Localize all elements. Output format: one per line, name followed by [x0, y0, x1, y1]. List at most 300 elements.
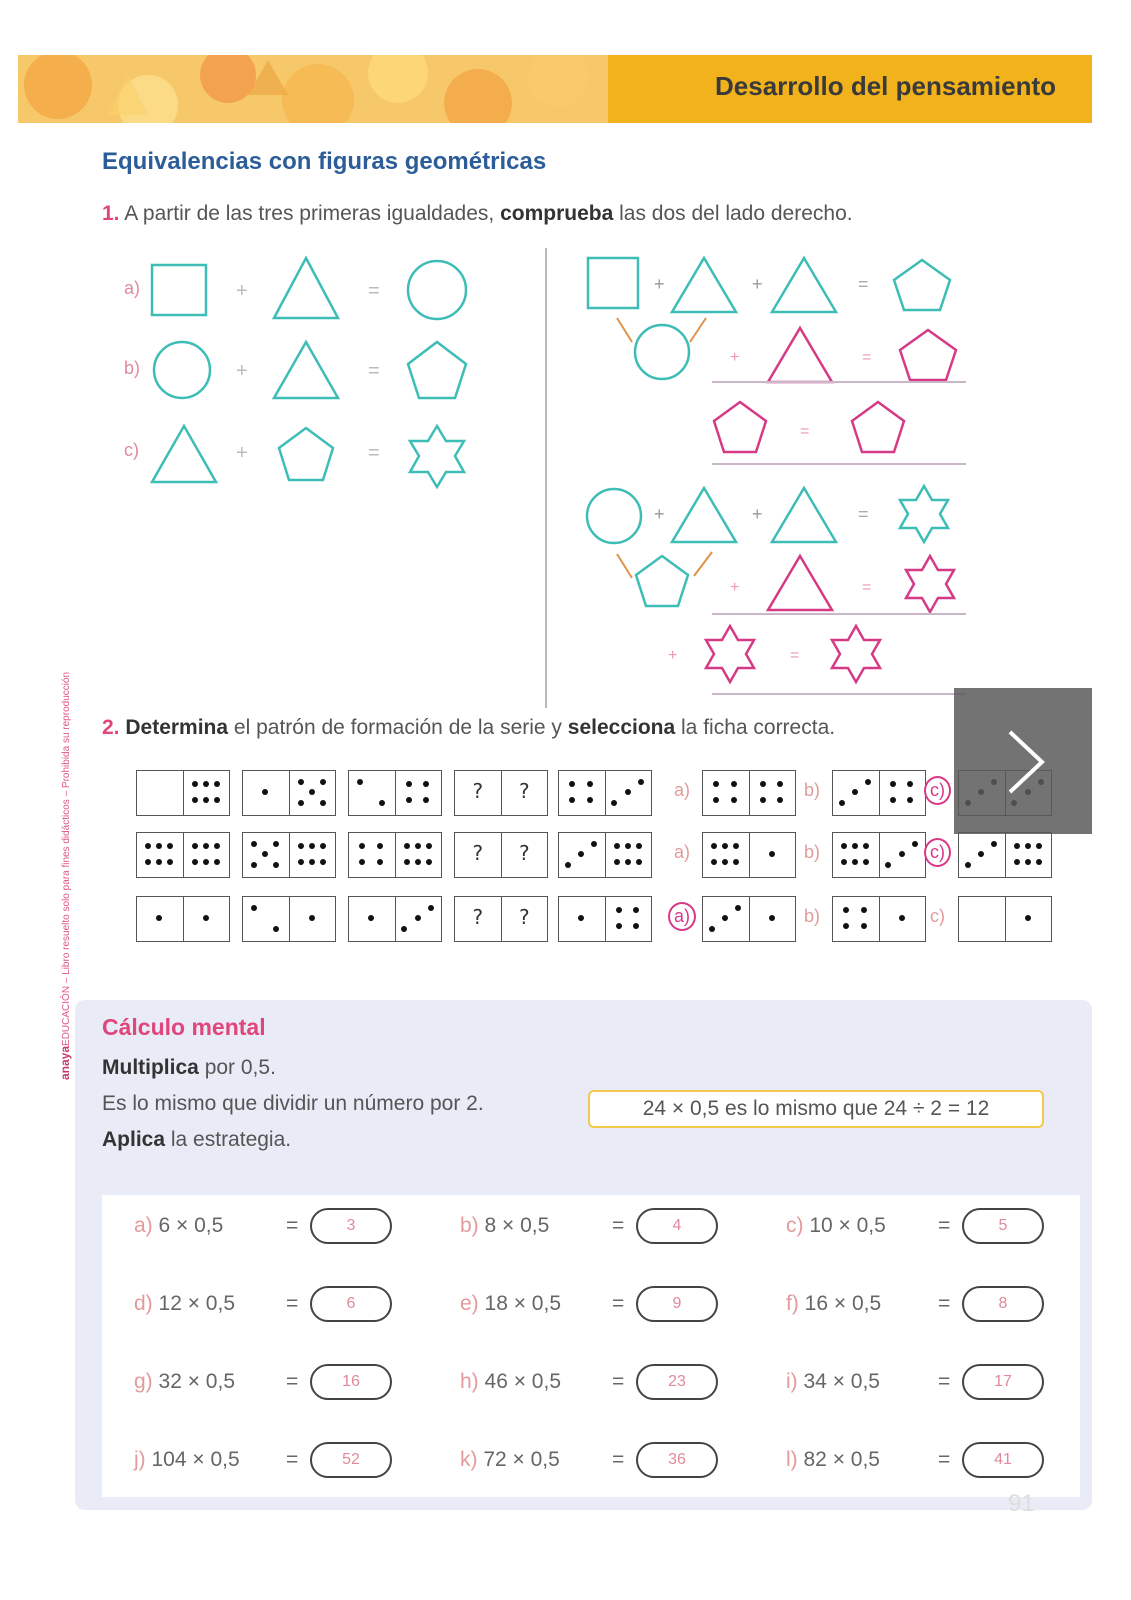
domino-half	[349, 771, 395, 815]
domino-tile	[348, 896, 442, 942]
mental-keyword: Multiplica	[102, 1056, 199, 1079]
exercise-expr-text: 16 × 0,5	[804, 1292, 882, 1315]
domino-half	[455, 833, 501, 877]
domino-dot	[760, 797, 766, 803]
domino-dot	[899, 851, 905, 857]
domino-dot	[841, 843, 847, 849]
domino-dot	[192, 781, 198, 787]
domino-dot	[733, 843, 739, 849]
domino-dot	[251, 862, 257, 868]
exercise-expression	[786, 1448, 880, 1472]
exercise-expression	[786, 1214, 886, 1238]
domino-half	[605, 771, 652, 815]
domino-dot	[636, 843, 642, 849]
domino-dot	[426, 843, 432, 849]
domino-dot	[713, 781, 719, 787]
domino-dot	[843, 923, 849, 929]
domino-dot	[203, 797, 209, 803]
domino-dot	[1036, 859, 1042, 865]
domino-dot	[156, 843, 162, 849]
domino-dot	[616, 907, 622, 913]
question-2	[102, 716, 1002, 740]
exercise-label: g)	[134, 1370, 159, 1393]
domino-tile	[832, 770, 926, 816]
domino-half	[703, 833, 749, 877]
domino-half	[243, 833, 289, 877]
option-label[interactable]: b)	[804, 906, 821, 926]
answer-field[interactable]: 16	[310, 1364, 392, 1400]
exercise-expression	[134, 1214, 223, 1238]
domino-dot	[359, 859, 365, 865]
domino-dot	[991, 841, 997, 847]
domino-dot	[861, 923, 867, 929]
domino-tile	[348, 770, 442, 816]
square-icon	[152, 265, 206, 315]
domino-dot	[636, 859, 642, 865]
triangle-icon	[152, 426, 216, 482]
option-label[interactable]: b)	[804, 780, 821, 800]
domino-dot	[273, 926, 279, 932]
question-mark: ?	[472, 779, 484, 803]
section-title: Equivalencias con figuras geométricas	[102, 148, 547, 175]
domino-half	[879, 897, 926, 941]
star-icon	[410, 426, 464, 487]
exercise-label: h)	[460, 1370, 485, 1393]
equals-sign: =	[938, 1214, 951, 1237]
domino-dot	[251, 841, 257, 847]
equals-sign: =	[368, 442, 380, 464]
equals-sign: =	[286, 1370, 299, 1393]
domino-dot	[885, 862, 891, 868]
domino-half	[395, 833, 442, 877]
domino-half	[833, 833, 879, 877]
domino-dot	[214, 859, 220, 865]
domino-half	[137, 833, 183, 877]
domino-dot	[359, 843, 365, 849]
domino-dot	[401, 926, 407, 932]
exercise-expression	[460, 1448, 560, 1472]
equals-sign: =	[286, 1214, 299, 1237]
arrow-icon	[694, 552, 712, 576]
domino-half	[605, 897, 652, 941]
domino-dot	[309, 789, 315, 795]
domino-dot	[633, 907, 639, 913]
exercise-expression	[134, 1292, 235, 1316]
domino-dot	[423, 781, 429, 787]
domino-dot	[404, 843, 410, 849]
domino-half	[749, 833, 796, 877]
domino-dot	[273, 841, 279, 847]
domino-dot	[415, 843, 421, 849]
domino-dot	[852, 843, 858, 849]
exercise-expression	[134, 1370, 235, 1394]
pentagon-icon	[894, 260, 950, 310]
domino-dot	[625, 789, 631, 795]
option-label-selected[interactable]: c)	[924, 838, 951, 867]
domino-half	[455, 771, 501, 815]
domino-half	[501, 833, 548, 877]
page-number: 91	[1008, 1490, 1035, 1517]
pentagon-icon	[714, 402, 766, 452]
option-label[interactable]: c)	[930, 906, 945, 926]
domino-tile	[348, 832, 442, 878]
domino-dot	[406, 797, 412, 803]
plus-sign: +	[668, 647, 678, 664]
domino-dot	[863, 859, 869, 865]
option-label-selected[interactable]: c)	[924, 776, 951, 805]
domino-dot	[309, 859, 315, 865]
domino-dot	[865, 779, 871, 785]
answer-field[interactable]: 6	[310, 1286, 392, 1322]
answer-field[interactable]: 5	[962, 1208, 1044, 1244]
domino-half	[289, 771, 336, 815]
arrow-icon	[690, 318, 706, 342]
star-icon	[706, 626, 754, 682]
question-mark: ?	[518, 779, 530, 803]
domino-dot	[722, 915, 728, 921]
question-mark: ?	[518, 841, 530, 865]
pentagon-icon	[408, 342, 466, 398]
domino-dot	[309, 843, 315, 849]
equals-sign: =	[612, 1370, 625, 1393]
domino-tile	[558, 770, 652, 816]
mental-calc-line	[102, 1056, 276, 1080]
domino-dot	[426, 859, 432, 865]
pentagon-icon	[852, 402, 904, 452]
domino-dot	[638, 779, 644, 785]
domino-dot	[616, 923, 622, 929]
domino-half	[879, 833, 926, 877]
domino-dot	[890, 797, 896, 803]
domino-dot	[899, 915, 905, 921]
mental-text: la estrategia.	[170, 1128, 292, 1151]
domino-half	[1005, 833, 1052, 877]
domino-dot	[777, 781, 783, 787]
domino-dot	[769, 915, 775, 921]
chevron-right-icon	[1004, 728, 1048, 796]
exercise-expr-text: 32 × 0,5	[158, 1370, 235, 1393]
exercise-expression	[786, 1292, 881, 1316]
option-label[interactable]: a)	[674, 842, 691, 862]
option-label[interactable]: b)	[804, 842, 821, 862]
exercise-expression	[786, 1370, 880, 1394]
exercise-label: a)	[134, 1214, 159, 1237]
square-icon	[588, 258, 638, 308]
domino-dot	[863, 843, 869, 849]
domino-dot	[907, 797, 913, 803]
domino-tile	[136, 770, 230, 816]
domino-half	[501, 771, 548, 815]
domino-half	[559, 833, 605, 877]
plus-sign: +	[654, 274, 665, 294]
domino-half	[833, 771, 879, 815]
domino-dot	[1025, 843, 1031, 849]
domino-half	[289, 897, 336, 941]
domino-dot	[167, 843, 173, 849]
mental-calc-line: Es lo mismo que dividir un número por 2.	[102, 1092, 484, 1115]
domino-dot	[587, 781, 593, 787]
domino-dot	[843, 907, 849, 913]
domino-dot	[167, 859, 173, 865]
exercise-label: i)	[786, 1370, 804, 1393]
domino-half	[137, 771, 183, 815]
domino-dot	[415, 915, 421, 921]
pentagon-icon	[900, 330, 956, 380]
domino-dot	[309, 915, 315, 921]
equals-sign: =	[800, 423, 810, 440]
mental-calc-line	[102, 1128, 291, 1152]
domino-tile	[958, 896, 1052, 942]
domino-dot	[625, 859, 631, 865]
equals-sign: =	[286, 1448, 299, 1471]
answer-field[interactable]: 36	[636, 1442, 718, 1478]
domino-dot	[214, 781, 220, 787]
exercise-expression	[460, 1370, 561, 1394]
domino-dot	[890, 781, 896, 787]
domino-half	[1005, 897, 1052, 941]
domino-dot	[965, 862, 971, 868]
question-text: el patrón de formación de la serie y	[233, 716, 562, 739]
triangle-icon	[772, 258, 836, 312]
domino-dot	[406, 781, 412, 787]
domino-dot	[377, 859, 383, 865]
domino-half	[395, 771, 442, 815]
exercise-label: j)	[134, 1448, 152, 1471]
arrow-icon	[617, 554, 632, 578]
domino-half	[289, 833, 336, 877]
question-keyword: Determina	[125, 716, 229, 739]
domino-dot	[722, 843, 728, 849]
plus-sign: +	[730, 579, 740, 596]
domino-dot	[841, 859, 847, 865]
domino-dot	[368, 915, 374, 921]
equals-sign: =	[862, 349, 872, 366]
star-icon	[906, 556, 954, 612]
domino-dot	[203, 843, 209, 849]
domino-dot	[733, 859, 739, 865]
header-title: Desarrollo del pensamiento	[715, 71, 1056, 101]
star-icon	[900, 486, 948, 542]
exercise-expr-text: 18 × 0,5	[484, 1292, 561, 1315]
domino-dot	[722, 859, 728, 865]
domino-dot	[1025, 859, 1031, 865]
domino-dot	[377, 843, 383, 849]
mental-text: por 0,5.	[204, 1056, 276, 1079]
domino-dot	[777, 797, 783, 803]
domino-dot	[852, 789, 858, 795]
exercise-expr-text: 72 × 0,5	[483, 1448, 560, 1471]
exercise-panel	[102, 1195, 1080, 1497]
answer-field[interactable]: 8	[962, 1286, 1044, 1322]
domino-tile	[702, 770, 796, 816]
domino-tile	[136, 832, 230, 878]
exercise-expression	[460, 1292, 561, 1316]
exercise-expr-text: 46 × 0,5	[484, 1370, 561, 1393]
answer-field[interactable]: 17	[962, 1364, 1044, 1400]
example-box: 24 × 0,5 es lo mismo que 24 ÷ 2 = 12	[588, 1090, 1044, 1128]
domino-dot	[214, 797, 220, 803]
exercise-label: c)	[786, 1214, 810, 1237]
domino-dot	[735, 905, 741, 911]
equals-sign: =	[368, 360, 380, 382]
question-text: A partir de las tres primeras igualdades,	[124, 202, 495, 225]
equals-sign: =	[858, 504, 869, 524]
domino-dot	[565, 862, 571, 868]
domino-tile	[136, 896, 230, 942]
exercise-label: k)	[460, 1448, 484, 1471]
question-keyword: selecciona	[567, 716, 676, 739]
question-mark: ?	[472, 841, 484, 865]
triangle-icon	[274, 342, 338, 398]
domino-tile	[454, 832, 548, 878]
domino-tile	[832, 832, 926, 878]
domino-dot	[1014, 843, 1020, 849]
triangle-icon	[274, 258, 338, 318]
triangle-icon	[768, 556, 832, 610]
geometry-figures	[0, 0, 1131, 720]
domino-dot	[251, 905, 257, 911]
exercise-label: e)	[460, 1292, 485, 1315]
domino-dot	[839, 800, 845, 806]
domino-tile	[558, 832, 652, 878]
plus-sign: +	[236, 442, 248, 464]
circle-icon	[154, 342, 210, 398]
equation-label: b)	[124, 358, 141, 378]
domino-dot	[156, 859, 162, 865]
domino-dot	[1014, 859, 1020, 865]
domino-dot	[298, 843, 304, 849]
domino-dot	[1025, 915, 1031, 921]
domino-dot	[192, 797, 198, 803]
answer-field[interactable]: 41	[962, 1442, 1044, 1478]
exercise-expr-text: 10 × 0,5	[809, 1214, 886, 1237]
domino-half	[349, 833, 395, 877]
domino-dot	[731, 797, 737, 803]
equals-sign: =	[938, 1292, 951, 1315]
equals-sign: =	[938, 1448, 951, 1471]
domino-dot	[156, 915, 162, 921]
equation-label: c)	[124, 440, 139, 460]
domino-half	[501, 897, 548, 941]
question-number: 2.	[102, 716, 120, 739]
domino-dot	[145, 859, 151, 865]
domino-dot	[203, 781, 209, 787]
answer-field[interactable]: 9	[636, 1286, 718, 1322]
answer-field[interactable]: 23	[636, 1364, 718, 1400]
exercise-expr-text: 6 × 0,5	[158, 1214, 224, 1237]
pentagon-icon	[636, 556, 688, 606]
plus-sign: +	[236, 280, 248, 302]
domino-dot	[428, 905, 434, 911]
domino-tile	[454, 770, 548, 816]
domino-dot	[379, 800, 385, 806]
domino-tile	[454, 896, 548, 942]
domino-dot	[569, 781, 575, 787]
domino-half	[703, 771, 749, 815]
domino-dot	[709, 926, 715, 932]
domino-half	[833, 897, 879, 941]
domino-half	[137, 897, 183, 941]
domino-dot	[192, 859, 198, 865]
domino-dot	[633, 923, 639, 929]
equals-sign: =	[858, 274, 869, 294]
equals-sign: =	[862, 579, 872, 596]
domino-dot	[273, 862, 279, 868]
domino-half	[703, 897, 749, 941]
domino-dot	[262, 789, 268, 795]
domino-dot	[852, 859, 858, 865]
domino-dot	[731, 781, 737, 787]
next-page-button[interactable]	[954, 688, 1092, 834]
answer-field[interactable]: 4	[636, 1208, 718, 1244]
domino-dot	[611, 800, 617, 806]
exercise-label: l)	[786, 1448, 804, 1471]
domino-dot	[423, 797, 429, 803]
exercise-expr-text: 12 × 0,5	[158, 1292, 235, 1315]
domino-dot	[591, 841, 597, 847]
domino-tile	[558, 896, 652, 942]
domino-half	[605, 833, 652, 877]
exercise-expr-text: 104 × 0,5	[151, 1448, 240, 1471]
domino-dot	[769, 851, 775, 857]
domino-half	[879, 771, 926, 815]
domino-dot	[569, 797, 575, 803]
domino-half	[243, 897, 289, 941]
domino-dot	[357, 779, 363, 785]
domino-tile	[242, 832, 336, 878]
option-label[interactable]: a)	[674, 780, 691, 800]
equals-sign: =	[790, 647, 800, 664]
exercise-label: f)	[786, 1292, 805, 1315]
plus-sign: +	[752, 504, 763, 524]
option-label-selected[interactable]: a)	[668, 902, 696, 931]
star-icon	[832, 626, 880, 682]
domino-tile	[242, 896, 336, 942]
domino-half	[395, 897, 442, 941]
triangle-icon	[672, 488, 736, 542]
domino-half	[349, 897, 395, 941]
domino-dot	[1036, 843, 1042, 849]
answer-field[interactable]: 52	[310, 1442, 392, 1478]
equation-label: a)	[124, 278, 141, 298]
domino-half	[959, 833, 1005, 877]
domino-dot	[298, 800, 304, 806]
domino-tile	[702, 896, 796, 942]
domino-half	[455, 897, 501, 941]
mental-keyword: Aplica	[102, 1128, 166, 1151]
domino-half	[959, 897, 1005, 941]
domino-dot	[404, 859, 410, 865]
domino-dot	[320, 779, 326, 785]
domino-dot	[298, 779, 304, 785]
domino-dot	[320, 859, 326, 865]
domino-dot	[614, 859, 620, 865]
domino-dot	[320, 800, 326, 806]
domino-dot	[203, 859, 209, 865]
domino-half	[183, 771, 230, 815]
side-copyright-text: EDUCACIÓN – Libro resuelto solo para fines didácticos – Prohibida su reproducción	[61, 671, 72, 1046]
domino-tile	[702, 832, 796, 878]
equals-sign: =	[368, 280, 380, 302]
domino-dot	[262, 851, 268, 857]
domino-dot	[320, 843, 326, 849]
plus-sign: +	[752, 274, 763, 294]
domino-dot	[907, 781, 913, 787]
domino-dot	[912, 841, 918, 847]
exercise-label: d)	[134, 1292, 159, 1315]
domino-half	[749, 897, 796, 941]
answer-field[interactable]: 3	[310, 1208, 392, 1244]
